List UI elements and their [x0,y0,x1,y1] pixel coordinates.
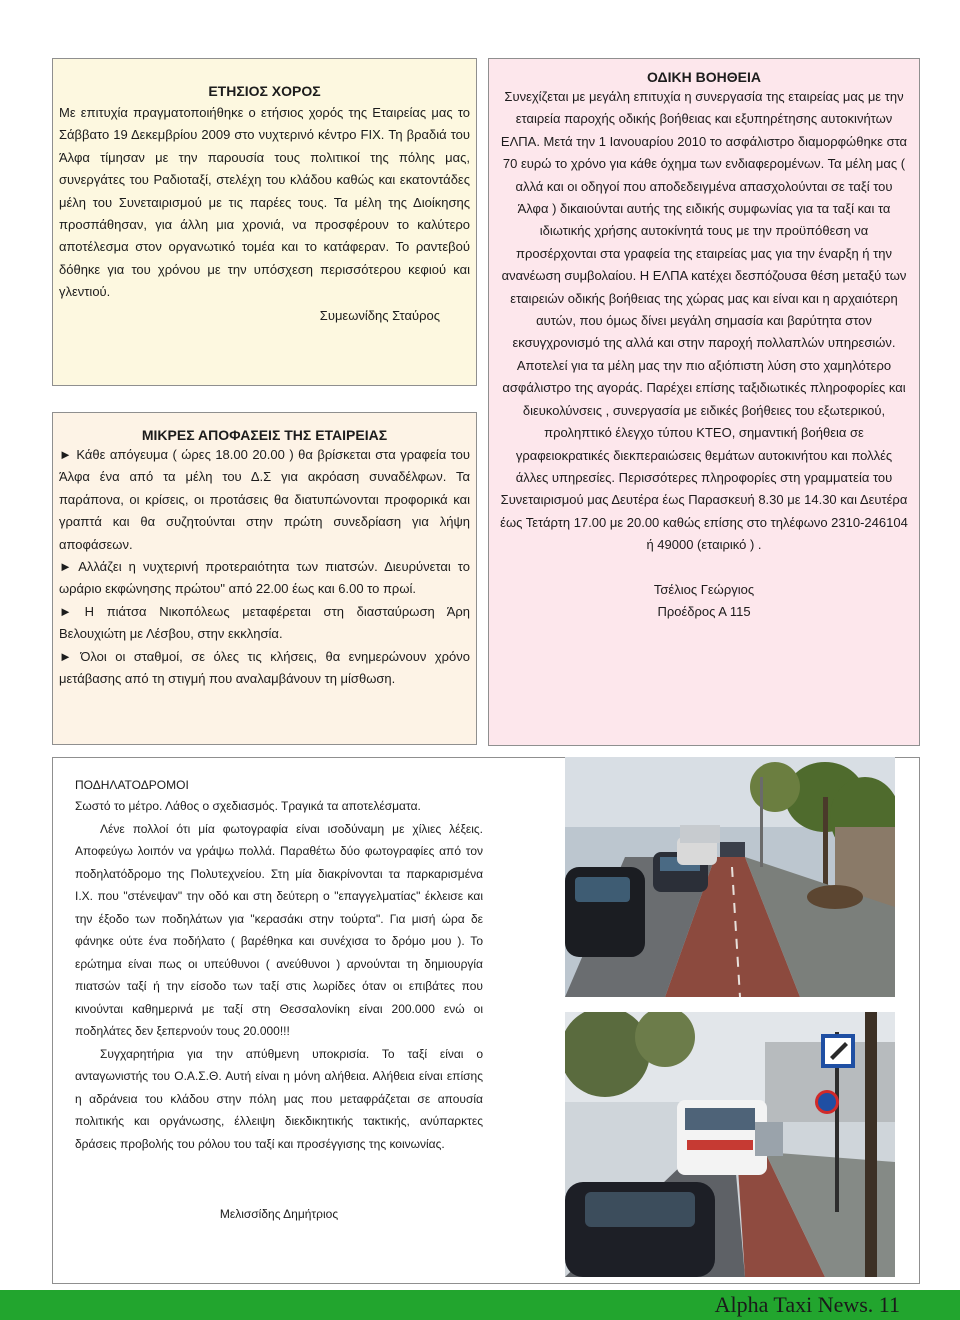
bike-lane-paragraph: Συγχαρητήρια για την απύθμενη υποκρισία. Το ταξί είναι ο ανταγωνιστής του Ο.Α.Σ.Θ. Αυτή είναι η μόνη αλήθεια. Αλήθεια είναι επίσης η αδράνεια του κλάδου στην πόλη μας που μεταφράζεται σε απουσία πολιτικής και οργάνωσης, έλλειψη διεκδικητικής τακτικής, ανύπαρκτες δράσεις προβολής του ρόλου του ταξί και προσέγγισης της κοινωνίας. [75,1046,483,1151]
decision-item: ► Η πιάτσα Νικοπόλεως μεταφέρεται στη διασταύρωση Άρη Βελουχιώτη με Λέσβου, στην εκκλησία. [59,603,470,642]
bike-lane-title: ΠΟΔΗΛΑΤΟΔΡΟΜΟΙ [75,778,189,792]
annual-dance-signature: Συμεωνίδης Σταύρος [319,307,440,323]
bike-lane-paragraph: Λένε πολλοί ότι μία φωτογραφία είναι ισοδύναμη με χίλιες λέξεις. Αποφεύγω λοιπόν να γράψω πολλά. Παραθέτω δύο φωτογραφίες από τον ποδηλατόδρομο της Πολυτεχνείου. Στη μία διακρίνονται τα παρκαρισμένα Ι.Χ. που "στένεψαν" την οδό και στη δεύτερη ο "επαγγελματίας" έκλεισε και την έξοδο των ποδηλάτων για "κερασάκι στην τούρτα". Για μισή ώρα δε φάνηκε ούτε ένα ποδήλατο ( βαρέθηκα και συνέχισα το δρόμο μου ). Το ερώτημα είναι πως οι υπεύθυνοι ( ανεύθυνοι ) αρνούνται τη δημιουργία πιατσών ταξί ή την είσοδο των ταξί στις λωρίδες όταν οι επιβάτες που κινούνται καθημερινά με ταξί στη Θεσσαλονίκη είναι 200.000 ενώ οι ποδηλάτες δεν ξεπερνούν τους 20.000!!! [75,821,483,1038]
road-assistance-body: Συνεχίζεται με μεγάλη επιτυχία η συνεργασία της εταιρείας μας με την εταιρεία παροχής οδικής βοήθειας και εξυπηρέτησης αυτοκινήτων ΕΛΠΑ. Μετά την 1 Ιανουαρίου 2010 το ασφάλιστρο διαμορφώθηκε στα 70 ευρώ το χρόνο για κάθε όχημα των ενδιαφερομένων. Τα μέλη μας ( αλλά και οι οδηγοί που αποδεδειγμένα απασχολούνται σε ταξί του Άλφα ) δικαιούνται αυτής της ειδικής συμφωνίας για τα ταξί και τα ιδιωτικής χρήσης αυτοκίνητά τους με την προϋπόθεση να προσέρχονται στα γραφεία της εταιρείας μας για την έναρξη ή την ανανέωση συμβολαίου. Η ΕΛΠΑ κατέχει δεσπόζουσα θέση μεταξύ των εταιρειών οδικής βοήθειας της χώρας μας και είναι και η αρχαιότερη αυτών, που όμως δίνει μεγάλη σημασία και βαρύτητα στον εκσυγχρονισμό της αλλά και στην παροχή πολλαπλών υπηρεσιών. Αποτελεί για τα μέλη μας την πιο αξιόπιστη λύση στο χαμηλότερο ασφάλιστρο της αγοράς. Παρέχει επίσης ταξιδιωτικές πληροφορίες και διευκολύνσεις , συνεργασία με ειδικές βοήθειες του εξωτερικού, προληπτικό έλεγχο τύπου ΚΤΕΟ, σημαντική βοήθεια σε γραφειοκρατικές διεκπεραιώσεις θεμάτων αυτοκινήτου και πολλές άλλες υπηρεσίες. Περισσότερες πληροφορίες στη γραμματεία του Συνεταιρισμού μας Δευτέρα έως Παρασκευή 8.30 με 14.30 και Δευτέρα έως Τετάρτη 17.00 με 20.00 καθώς επίσης στο τηλέφωνο 2310-246104 ή 49000 (εταιρικό ) . [500,89,908,553]
annual-dance-box [52,58,477,386]
bike-lane-text [75,778,483,1221]
road-assistance-signature-role: Προέδρος Α 115 [657,603,751,619]
annual-dance-title: ΕΤΗΣΙΟΣ ΧΟΡΟΣ [208,83,321,99]
decisions-box [52,412,477,745]
road-assistance-title: ΟΔΙΚΗ ΒΟΗΘΕΙΑ [647,69,761,85]
decision-item: ► Κάθε απόγευμα ( ώρες 18.00 20.00 ) θα βρίσκεται στα γραφεία του Άλφα ένα από τα μέλη του Δ.Σ για ακρόαση συναδέλφων. Τα παράπονα, οι κρίσεις, οι προτάσεις θα διατυπώνονται προφορικά και γραπτά και θα συζητούνται στην πρώτη συνεδρίαση για λήψη αποφάσεων. [59,447,470,552]
bike-lane-photo-1 [565,757,895,997]
road-assistance-signature-name: Τσέλιος Γεώργιος [653,581,755,597]
decision-item: ► Αλλάζει η νυχτερινή προτεραιότητα των πιατσών. Διευρύνεται το ωράριο εκφώνησης πρώτου" από 22.00 έως και 6.00 το πρωί. [59,559,470,597]
bike-lane-photo-2 [565,1012,895,1277]
bike-lane-paragraph: Σωστό το μέτρο. Λάθος ο σχεδιασμός. Τραγικά τα αποτελέσματα. [75,799,421,813]
decisions-title: ΜΙΚΡΕΣ ΑΠΟΦΑΣΕΙΣ ΤΗΣ ΕΤΑΙΡΕΙΑΣ [141,427,388,443]
bike-lane-signature: Μελισσίδης Δημήτριος [219,1207,339,1221]
annual-dance-body: Με επιτυχία πραγματοποιήθηκε ο ετήσιος χορός της Εταιρείας μας το Σάββατο 19 Δεκεμβρίου 2009 στο νυχτερινό κέντρο FIX. Τη βραδιά του Άλφα τίμησαν με την παρουσία τους πολιτικοί της πόλης μας, συνεργάτες του Ραδιοταξί, στελέχη του κλάδου καθώς και εκατοντάδες μέλη του Συνεταιρισμού με τις παρέες τους. Τα μέλη της Διοίκησης προσπάθησαν, για άλλη μια χρονιά, να προσφέρουν το καλύτερο αποτέλεσμα στον οργανωτικό τομέα και το κατάφεραν. Το ραντεβού δόθηκε για του χρόνου με την υπόσχεση περισσότερου κεφιού και γλεντιού. [59,105,470,300]
footer-page-label: Alpha Taxi News. 11 [714,1292,900,1317]
decision-item: ► Όλοι οι σταθμοί, σε όλες τις κλήσεις, θα ενημερώνουν χρόνο μετάβασης από τη στιγμή που αναλαμβάνουν τη μίσθωση. [59,648,470,687]
road-assistance-box [488,58,920,746]
